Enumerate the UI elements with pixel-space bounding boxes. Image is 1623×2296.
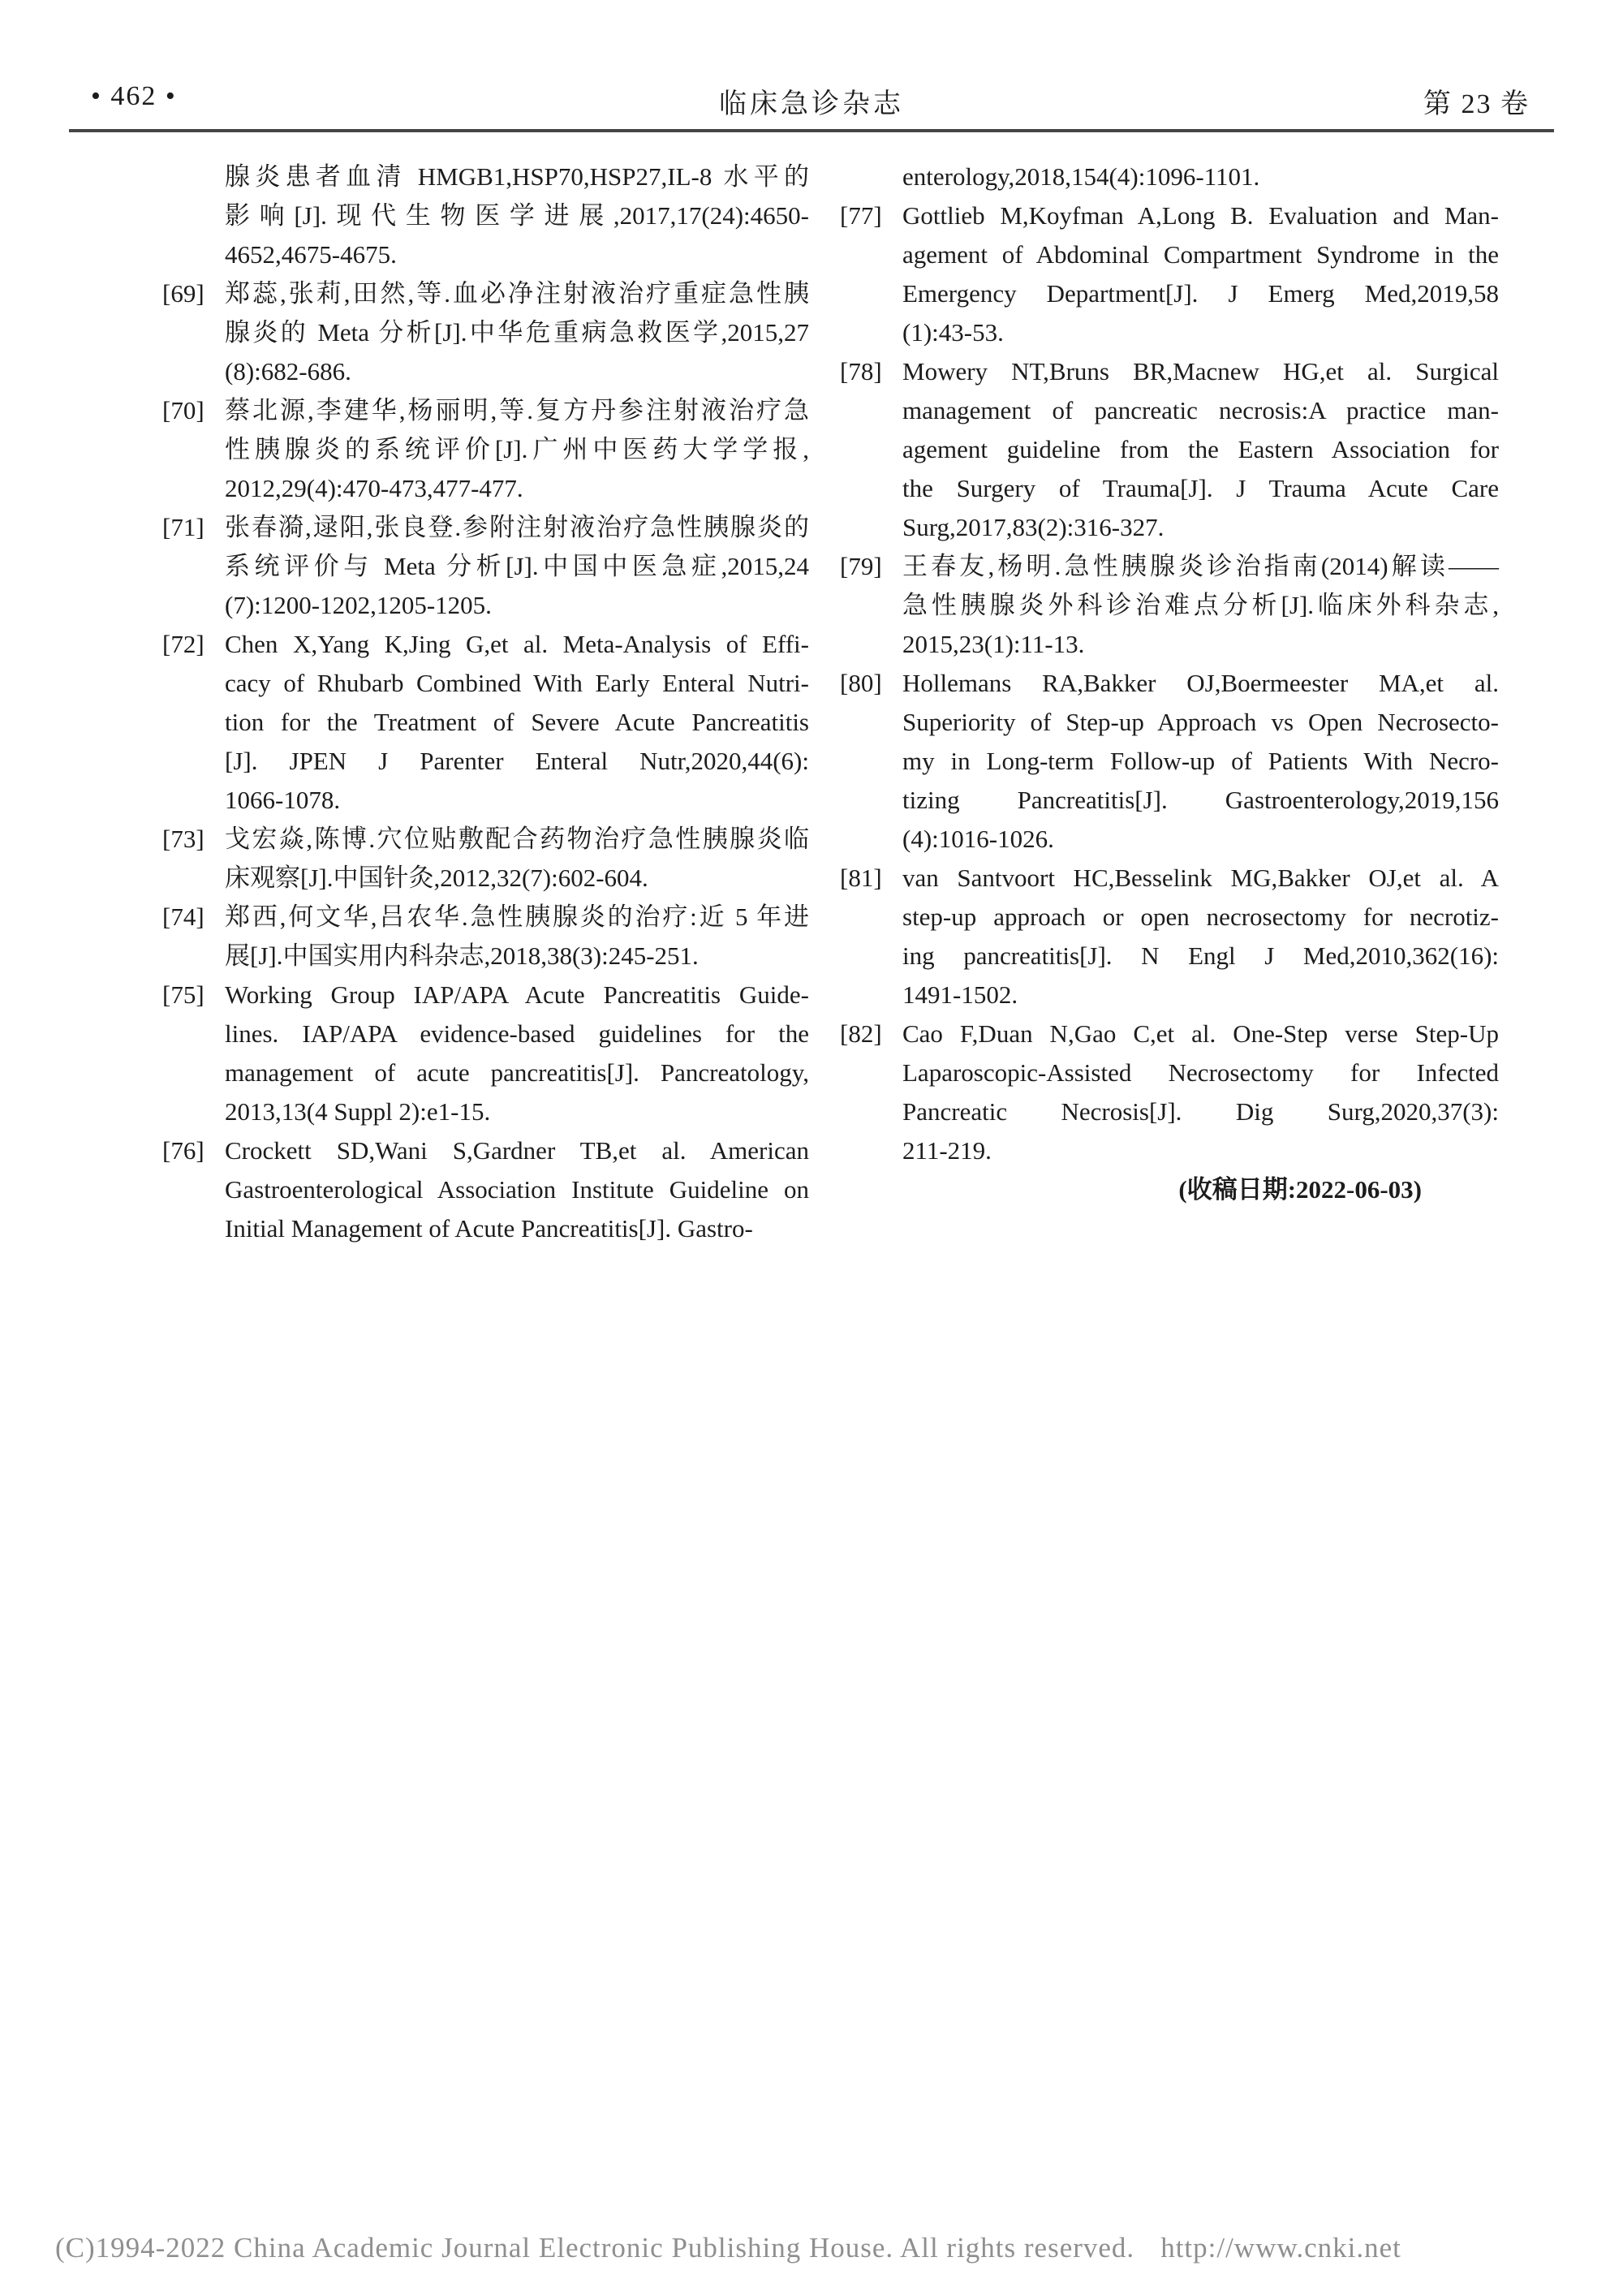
reference-line: tion for the Treatment of Severe Acute Pancreatitis [225, 708, 809, 736]
reference-line: Chen X,Yang K,Jing G,et al. Meta-Analysis of Effi- [225, 630, 809, 658]
reference-line: (8):682-686. [225, 357, 351, 386]
reference-line: Superiority of Step-up Approach vs Open Necrosecto- [902, 708, 1499, 736]
reference-line: 2012,29(4):470-473,477-477. [225, 474, 523, 502]
reference-line: Emergency Department[J]. J Emerg Med,2019,58 [902, 279, 1499, 308]
reference-78 [840, 352, 1499, 547]
reference-line: 戈宏焱,陈博.穴位贴敷配合药物治疗急性胰腺炎临 [225, 825, 809, 853]
reference-line: Mowery NT,Bruns BR,Macnew HG,et al. Surgical [902, 357, 1499, 386]
reference-line: 床观察[J].中国针灸,2012,32(7):602-604. [225, 864, 648, 892]
reference-id-label: [80] [840, 669, 882, 697]
reference-71 [162, 508, 809, 625]
reference-id-label: [77] [840, 201, 882, 230]
reference-81 [840, 859, 1499, 1014]
reference-73 [162, 820, 809, 898]
reference-line: (1):43-53. [902, 318, 1004, 347]
reference-line: Laparoscopic-Assisted Necrosectomy for Infected [902, 1058, 1499, 1087]
header-divider [69, 129, 1554, 132]
reference-line: cacy of Rhubarb Combined With Early Enteral Nutri- [225, 669, 809, 697]
reference-line: the Surgery of Trauma[J]. J Trauma Acute Care [902, 474, 1499, 502]
references-left-column [162, 157, 809, 1248]
reference-id-label: [78] [840, 357, 882, 386]
reference-80 [840, 664, 1499, 859]
journal-title: 临床急诊杂志 [719, 89, 904, 119]
reference-line: 急性胰腺炎外科诊治难点分析[J].临床外科杂志, [902, 591, 1499, 619]
reference-70 [162, 391, 809, 508]
reference-line: 4652,4675-4675. [225, 240, 397, 269]
reference-76 [162, 1131, 809, 1248]
volume-label: 第 23 卷 [1423, 89, 1530, 119]
reference-line: [J]. JPEN J Parenter Enteral Nutr,2020,44(6): [225, 747, 809, 775]
reference-line: (7):1200-1202,1205-1205. [225, 591, 492, 619]
reference-id-label: [73] [162, 825, 204, 853]
reference-line: step-up approach or open necrosectomy for necrotiz- [902, 902, 1499, 931]
reference-line: (4):1016-1026. [902, 825, 1054, 853]
reference-id-label: [72] [162, 630, 204, 658]
reference-line: Surg,2017,83(2):316-327. [902, 513, 1165, 541]
reference-line: 影响[J].现代生物医学进展,2017,17(24):4650- [225, 201, 809, 230]
reference-id-label: [81] [840, 864, 882, 892]
reference-line: 王春友,杨明.急性胰腺炎诊治指南(2014)解读—— [902, 552, 1499, 580]
reference-69 [162, 274, 809, 391]
reference-line: Initial Management of Acute Pancreatitis[J]. Gastro- [225, 1214, 753, 1243]
reference-id-label: [79] [840, 552, 882, 580]
reference-line: Gastroenterological Association Institute Guideline on [225, 1175, 809, 1204]
reference-id-label: [82] [840, 1019, 882, 1048]
page-number: • 462 • [91, 81, 177, 111]
reference-line: 1491-1502. [902, 980, 1018, 1009]
footer-url: http://www.cnki.net [1160, 2232, 1401, 2264]
reference-line: 蔡北源,李建华,杨丽明,等.复方丹参注射液治疗急 [225, 396, 809, 424]
reference-id-label: [69] [162, 279, 204, 308]
reference-line: Cao F,Duan N,Gao C,et al. One-Step verse Step-Up [902, 1019, 1499, 1048]
reference-line: Hollemans RA,Bakker OJ,Boermeester MA,et al. [902, 669, 1499, 697]
reference-line: Working Group IAP/APA Acute Pancreatitis Guide- [225, 980, 809, 1009]
reference-line: Gottlieb M,Koyfman A,Long B. Evaluation and Man- [902, 201, 1499, 230]
reference-id-label: [71] [162, 513, 204, 541]
footer [55, 2232, 1401, 2264]
reference-id-label: [76] [162, 1136, 204, 1165]
reference-id-label: [74] [162, 902, 204, 931]
reference-77 [840, 196, 1499, 352]
reference-72 [162, 625, 809, 820]
reference-line: management of acute pancreatitis[J]. Pancreatology, [225, 1058, 809, 1087]
reference-line: 211-219. [902, 1136, 992, 1165]
footer-copyright: (C)1994-2022 China Academic Journal Electronic Publishing House. All rights reserved. [55, 2232, 1135, 2264]
reference-line: 2015,23(1):11-13. [902, 630, 1085, 658]
reference-line: my in Long-term Follow-up of Patients With Necro- [902, 747, 1499, 775]
reference-74 [162, 898, 809, 976]
reference-id-label: [75] [162, 980, 204, 1009]
reference-line: 腺炎的 Meta 分析[J].中华危重病急救医学,2015,27 [225, 318, 809, 347]
reference-line: management of pancreatic necrosis:A practice man- [902, 396, 1499, 424]
reference-79 [840, 547, 1499, 664]
reference-line: Crockett SD,Wani S,Gardner TB,et al. American [225, 1136, 809, 1165]
reference-line: 系统评价与 Meta 分析[J].中国中医急症,2015,24 [225, 552, 809, 580]
reference-id-label: [70] [162, 396, 204, 424]
received-date: (收稿日期:2022-06-03) [1178, 1175, 1422, 1204]
reference-line: enterology,2018,154(4):1096-1101. [902, 162, 1260, 191]
references-right-column [840, 157, 1499, 1209]
reference-continuation [840, 157, 1499, 196]
reference-line: 性胰腺炎的系统评价[J].广州中医药大学学报, [225, 435, 809, 463]
reference-line: agement of Abdominal Compartment Syndrome in the [902, 240, 1499, 269]
reference-continuation [162, 157, 809, 274]
reference-line: 1066-1078. [225, 786, 341, 814]
reference-line: tizing Pancreatitis[J]. Gastroenterology,2019,156 [902, 786, 1499, 814]
reference-line: agement guideline from the Eastern Association for [902, 435, 1499, 463]
reference-line: 郑西,何文华,吕农华.急性胰腺炎的治疗:近 5 年进 [225, 902, 809, 931]
reference-line: 张春漪,逯阳,张良登.参附注射液治疗急性胰腺炎的 [225, 513, 809, 541]
reference-line: 腺炎患者血清 HMGB1,HSP70,HSP27,IL-8 水平的 [225, 162, 809, 191]
reference-82 [840, 1014, 1499, 1170]
reference-line: Pancreatic Necrosis[J]. Dig Surg,2020,37(3): [902, 1097, 1499, 1126]
reference-line: ing pancreatitis[J]. N Engl J Med,2010,362(16): [902, 941, 1499, 970]
reference-line: lines. IAP/APA evidence-based guidelines for the [225, 1019, 809, 1048]
reference-75 [162, 976, 809, 1131]
reference-line: 郑蕊,张莉,田然,等.血必净注射液治疗重症急性胰 [225, 279, 809, 308]
reference-line: van Santvoort HC,Besselink MG,Bakker OJ,et al. A [902, 864, 1499, 892]
reference-line: 展[J].中国实用内科杂志,2018,38(3):245-251. [225, 941, 699, 970]
reference-line: 2013,13(4 Suppl 2):e1-15. [225, 1097, 491, 1126]
